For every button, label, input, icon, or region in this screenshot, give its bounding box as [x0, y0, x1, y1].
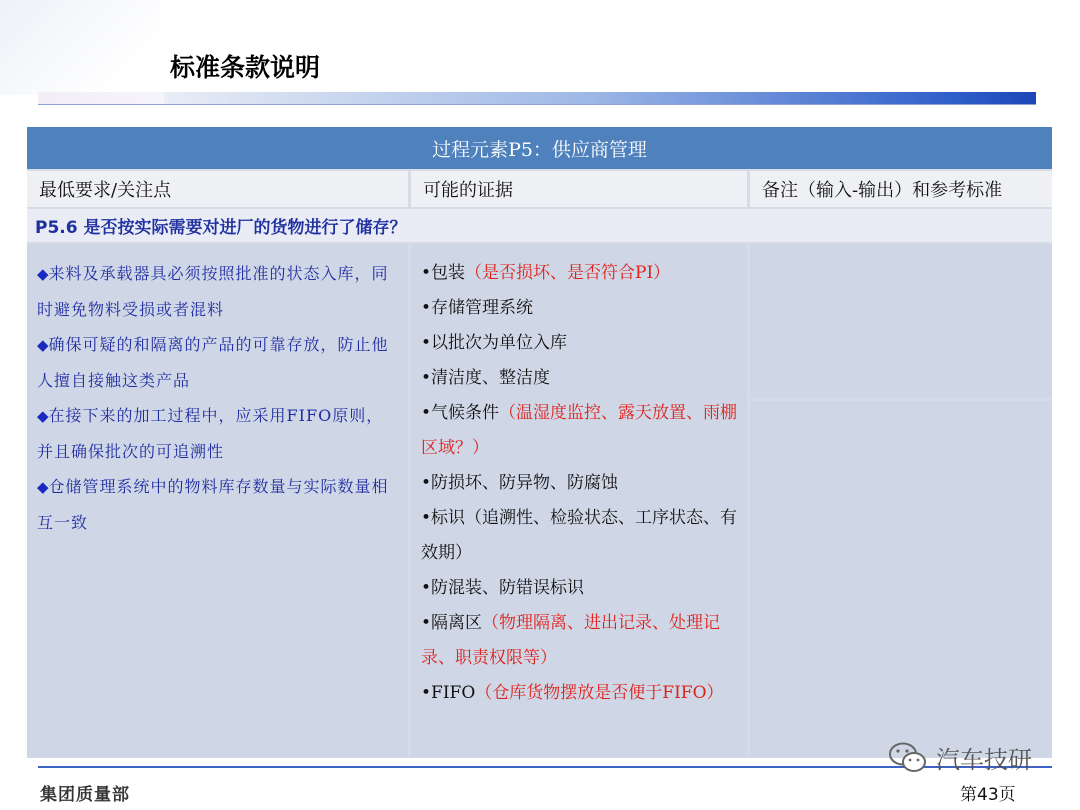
footer-department: 集团质量部: [40, 785, 130, 805]
evidence-item: •隔离区（物理隔离、进出记录、处理记录、职责权限等）: [421, 613, 721, 668]
clause-table: [27, 127, 1052, 758]
evidence-item: •防混装、防错误标识: [421, 578, 585, 598]
evidence-item: •防损坏、防异物、防腐蚀: [421, 473, 619, 493]
title-underline-bar: [38, 92, 1036, 105]
column-header-evidence: 可能的证据: [411, 171, 747, 207]
diamond-bullet-icon: ◆: [37, 336, 49, 354]
evidence-item: •标识（追溯性、检验状态、工序状态、有效期）: [421, 508, 738, 563]
page-title: 标准条款说明: [170, 53, 321, 82]
evidence-item: •包装（是否损坏、是否符合PI）: [421, 263, 671, 283]
question-row: P5.6 是否按实际需要对进厂的货物进行了储存？: [27, 209, 1052, 242]
page-number: 第43页: [960, 785, 1016, 805]
requirement-item: ◆来料及承载器具必须按照批准的状态入库，同时避免物料受损或者混料: [37, 264, 389, 319]
evidence-cell: [411, 244, 747, 758]
diamond-bullet-icon: ◆: [37, 265, 49, 283]
evidence-item: •气候条件（温湿度监控、露天放置、雨棚区域？）: [421, 403, 738, 458]
diamond-bullet-icon: ◆: [37, 407, 49, 425]
column-header-remarks: 备注（输入-输出）和参考标准: [750, 171, 1052, 207]
evidence-item: •清洁度、整洁度: [421, 368, 551, 388]
remarks-cell-upper: [750, 244, 1052, 398]
corner-decoration: [0, 0, 160, 95]
diamond-bullet-icon: ◆: [37, 478, 49, 496]
evidence-item: •存储管理系统: [421, 298, 534, 318]
watermark: [888, 740, 1032, 775]
evidence-item: •FIFO（仓库货物摆放是否便于FIFO）: [421, 683, 724, 703]
column-header-requirements: 最低要求/关注点: [27, 171, 408, 207]
evidence-item: •以批次为单位入库: [421, 333, 568, 353]
requirement-item: ◆在接下来的加工过程中，应采用FIFO原则，并且确保批次的可追溯性: [37, 406, 384, 461]
wechat-icon: [888, 741, 928, 775]
watermark-text: 汽车技研: [936, 746, 1032, 774]
requirements-cell: [27, 244, 408, 758]
table-header: 过程元素P5：供应商管理: [27, 127, 1052, 169]
requirement-item: ◆确保可疑的和隔离的产品的可靠存放，防止他人擅自接触这类产品: [37, 335, 389, 390]
remarks-cell-lower: [750, 401, 1052, 758]
requirement-item: ◆仓储管理系统中的物料库存数量与实际数量相互一致: [37, 477, 389, 532]
